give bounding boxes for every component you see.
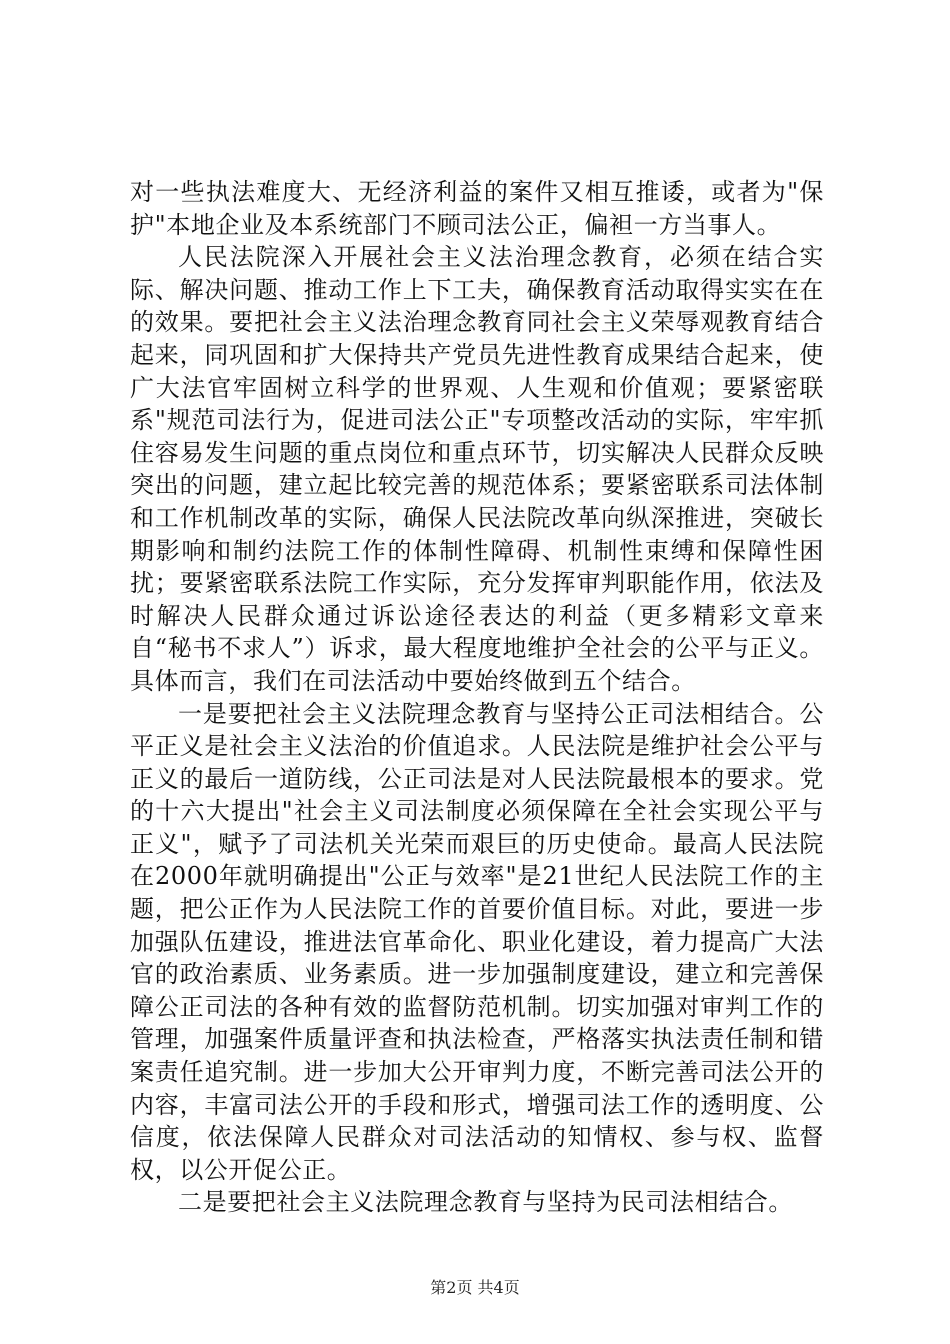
paragraph-legal-education: 人民法院深入开展社会主义法治理念教育，必须在结合实际、解决问题、推动工作上下工夫，确保教育活动取得实实在在的效果。要把社会主义法治理念教育同社会主义荣辱观教育结合起来，同巩固和扩大保持共产党员先进性教育成果结合起来，使广大法官牢固树立科学的世界观、人生观和价值观；要紧密联系"规范司法行为，促进司法公正"专项整改活动的实际，牢牢抓住容易发生问题的重点岗位和重点环节，切实解决人民群众反映突出的问题，建立起比较完善的规范体系；要紧密联系司法体制和工作机制改革的实际，确保人民法院改革向纵深推进，突破长期影响和制约法院工作的体制性障碍、机制性束缚和保障性困扰；要紧密联系法院工作实际，充分发挥审判职能作用，依法及时解决人民群众通过诉讼途径表达的利益（更多精彩文章来自“秘书不求人”）诉求，最大程度地维护全社会的公平与正义。具体而言，我们在司法活动中要始终做到五个结合。 <box>130 243 824 695</box>
page-footer: 第2页 共4页 <box>430 1278 520 1297</box>
paragraph-people-justice: 二是要把社会主义法院理念教育与坚持为民司法相结合。 <box>178 1188 793 1217</box>
paragraph-fair-justice: 一是要把社会主义法院理念教育与坚持公正司法相结合。公平正义是社会主义法治的价值追求。人民法院是维护社会公平与正义的最后一道防线，公正司法是对人民法院最根本的要求。党的十六大提出"社会主义司法制度必须保障在全社会实现公平与正义"，赋予了司法机关光荣而艰巨的历史使命。最高人民法院在2000年就明确提出"公正与效率"是21世纪人民法院工作的主题，把公正作为人民法院工作的首要价值目标。对此，要进一步加强队伍建设，推进法官革命化、职业化建设，着力提高广大法官的政治素质、业务素质。进一步加强制度建设，建立和完善保障公正司法的各种有效的监督防范机制。切实加强对审判工作的管理，加强案件质量评查和执法检查，严格落实执法责任制和错案责任追究制。进一步加大公开审判力度，不断完善司法公开的内容，丰富司法公开的手段和形式，增强司法工作的透明度、公信度，依法保障人民群众对司法活动的知情权、参与权、监督权，以公开促公正。 <box>130 699 824 1184</box>
document-body <box>130 176 824 1219</box>
paragraph-continuation: 对一些执法难度大、无经济利益的案件又相互推诿，或者为"保护"本地企业及本系统部门不顾司法公正，偏袒一方当事人。 <box>130 178 824 239</box>
